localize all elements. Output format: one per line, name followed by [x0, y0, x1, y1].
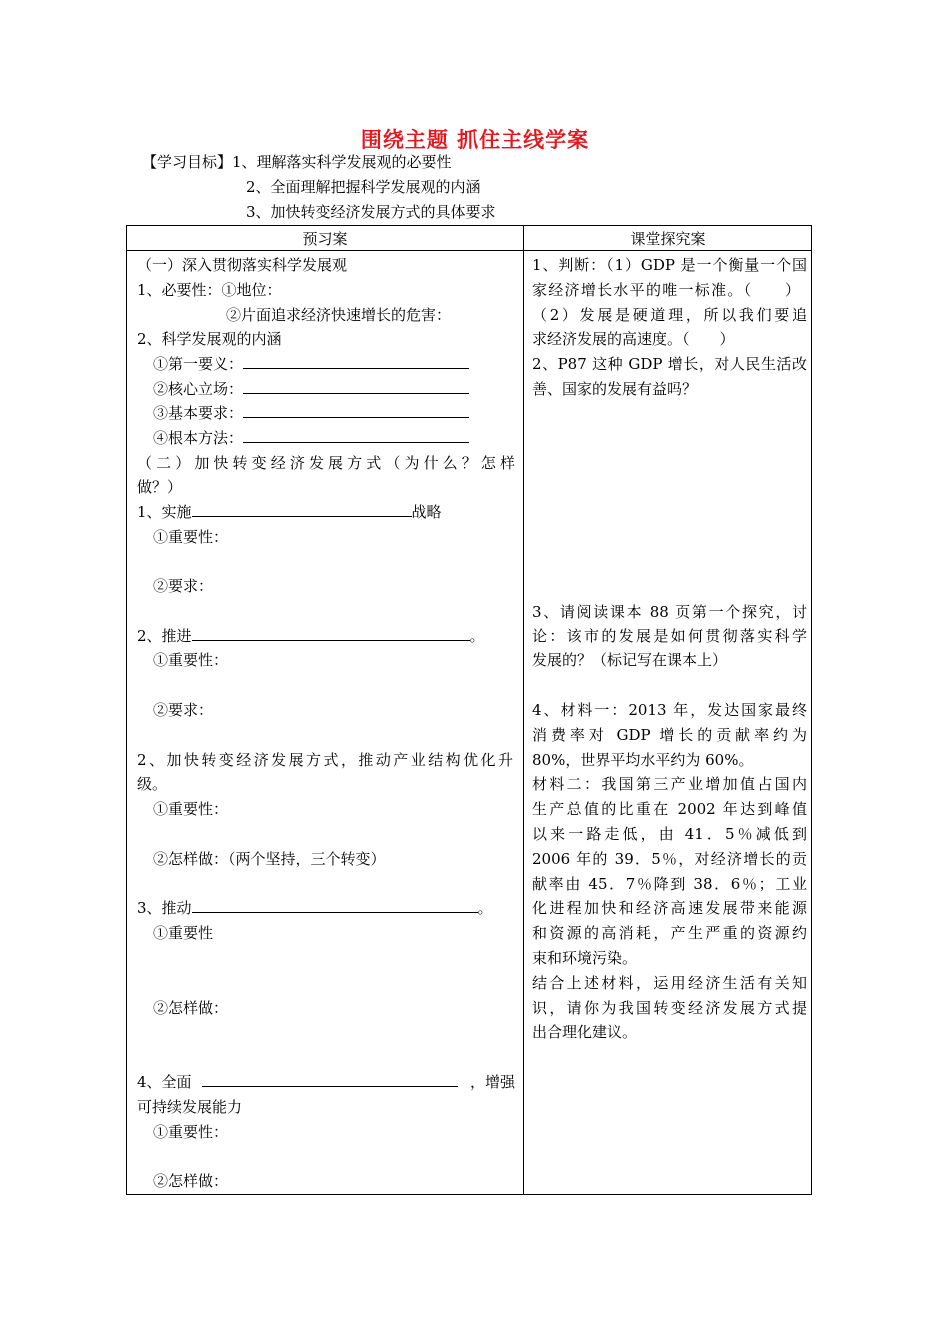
fill-in-row — [137, 896, 493, 920]
left-line: 。 — [477, 899, 493, 917]
fill-in-row — [137, 624, 485, 648]
header-divider — [127, 250, 811, 251]
left-line: ②核心立场： — [153, 380, 244, 398]
right-line: （2）发展是硬道理，所以我们要追 — [532, 306, 807, 324]
fill-in-row — [153, 377, 469, 401]
left-line: ②怎样做： — [153, 1172, 229, 1190]
left-line: ②怎样做：（两个坚持，三个转变） — [153, 850, 386, 868]
left-line: 可持续发展能力 — [137, 1098, 243, 1116]
answer-blank[interactable] — [243, 377, 469, 394]
left-line: ①重要性： — [153, 800, 229, 818]
left-line: ①重要性： — [153, 528, 229, 546]
header-preview: 预习案 — [302, 230, 348, 248]
answer-blank[interactable] — [192, 896, 478, 913]
left-section-2: （二）加快转变经济发展方式（为什么？怎样 — [137, 454, 515, 472]
left-line: ③基本要求： — [153, 404, 244, 422]
left-line: ②要求： — [153, 577, 214, 595]
right-line: 生产总值的比重在 2002 年达到峰值 — [532, 800, 807, 818]
left-line: 4、全面 — [137, 1073, 192, 1091]
right-line: 消费率对 GDP 增长的贡献率约为 — [532, 726, 807, 744]
left-line: 1、必要性：①地位： — [137, 281, 282, 299]
left-line: ①重要性： — [153, 651, 229, 669]
right-line: 和资源的高消耗，产生严重的资源约 — [532, 924, 807, 942]
right-line: 献率由 45．7％降到 38．6％；工业 — [532, 875, 807, 893]
fill-in-row — [137, 1070, 515, 1094]
column-divider — [523, 226, 524, 1194]
page-title: 围绕主题 抓住主线学案 — [360, 128, 590, 152]
right-line: 4、材料一：2013 年，发达国家最终 — [532, 701, 807, 719]
left-line: 2、推进 — [137, 627, 192, 645]
answer-blank[interactable] — [243, 352, 469, 369]
fill-in-row — [153, 426, 469, 450]
answer-blank[interactable] — [192, 500, 412, 517]
left-line: ①重要性： — [153, 1123, 229, 1141]
left-line: ②怎样做： — [153, 999, 229, 1017]
left-line: ④根本方法： — [153, 429, 244, 447]
left-section-2-cont: 做？） — [137, 478, 183, 496]
right-line: 3、请阅读课本 88 页第一个探究，讨 — [532, 603, 807, 621]
right-line: 结合上述材料，运用经济生活有关知 — [532, 974, 807, 992]
right-line: 出合理化建议。 — [532, 1023, 638, 1041]
fill-in-row — [137, 500, 442, 524]
left-line: ①重要性 — [153, 924, 214, 942]
left-line: 2、加快转变经济发展方式，推动产业结构优化升 — [137, 751, 513, 769]
right-line: 2006 年的 39．5％，对经济增长的贡 — [532, 850, 807, 868]
header-class-inquiry: 课堂探究案 — [630, 230, 706, 248]
right-line: 1、判断：（1）GDP 是一个衡量一个国 — [532, 256, 807, 274]
left-section-1: （一）深入贯彻落实科学发展观 — [137, 256, 348, 274]
right-line: 发展的？（标记写在课本上） — [532, 651, 728, 669]
goal-1: 1、理解落实科学发展观的必要性 — [232, 153, 452, 171]
goal-3: 3、加快转变经济发展方式的具体要求 — [246, 203, 496, 221]
answer-blank[interactable] — [243, 426, 469, 443]
right-line: 束和环境污染。 — [532, 949, 638, 967]
right-line: 化进程加快和经济高速发展带来能源 — [532, 899, 807, 917]
left-line: ②要求： — [153, 701, 214, 719]
fill-in-row — [153, 401, 469, 425]
goals-label: 【学习目标】 — [142, 153, 233, 171]
left-line: 。 — [469, 627, 485, 645]
answer-blank[interactable] — [243, 401, 469, 418]
right-line: 材料二：我国第三产业增加值占国内 — [532, 775, 807, 793]
left-line: 战略 — [411, 503, 442, 521]
left-line: ①第一要义： — [153, 355, 244, 373]
study-table — [126, 225, 812, 1195]
left-line: ②片面追求经济快速增长的危害： — [226, 306, 452, 324]
right-line: 求经济发展的高速度。（ ） — [532, 330, 735, 348]
left-line: 3、推动 — [137, 899, 192, 917]
left-line: 1、实施 — [137, 503, 192, 521]
answer-blank[interactable] — [202, 1070, 458, 1087]
right-line: 善、国家的发展有益吗？ — [532, 380, 698, 398]
left-line: 2、科学发展观的内涵 — [137, 330, 282, 348]
right-line: 论：该市的发展是如何贯彻落实科学 — [532, 627, 807, 645]
fill-in-row — [153, 352, 469, 376]
left-line: 级。 — [137, 775, 168, 793]
right-line: 识，请你为我国转变经济发展方式提 — [532, 999, 807, 1017]
goal-2: 2、全面理解把握科学发展观的内涵 — [246, 178, 481, 196]
goal-line-1 — [142, 150, 452, 174]
right-line: 家经济增长水平的唯一标准。（ ） — [532, 281, 800, 299]
right-line: 2、P87 这种 GDP 增长，对人民生活改 — [532, 355, 807, 373]
left-line: ，增强 — [469, 1073, 515, 1091]
right-line: 以来一路走低，由 41．5％减低到 — [532, 825, 807, 843]
right-line: 80%，世界平均水平约为 60%。 — [532, 751, 754, 769]
answer-blank[interactable] — [192, 624, 470, 641]
